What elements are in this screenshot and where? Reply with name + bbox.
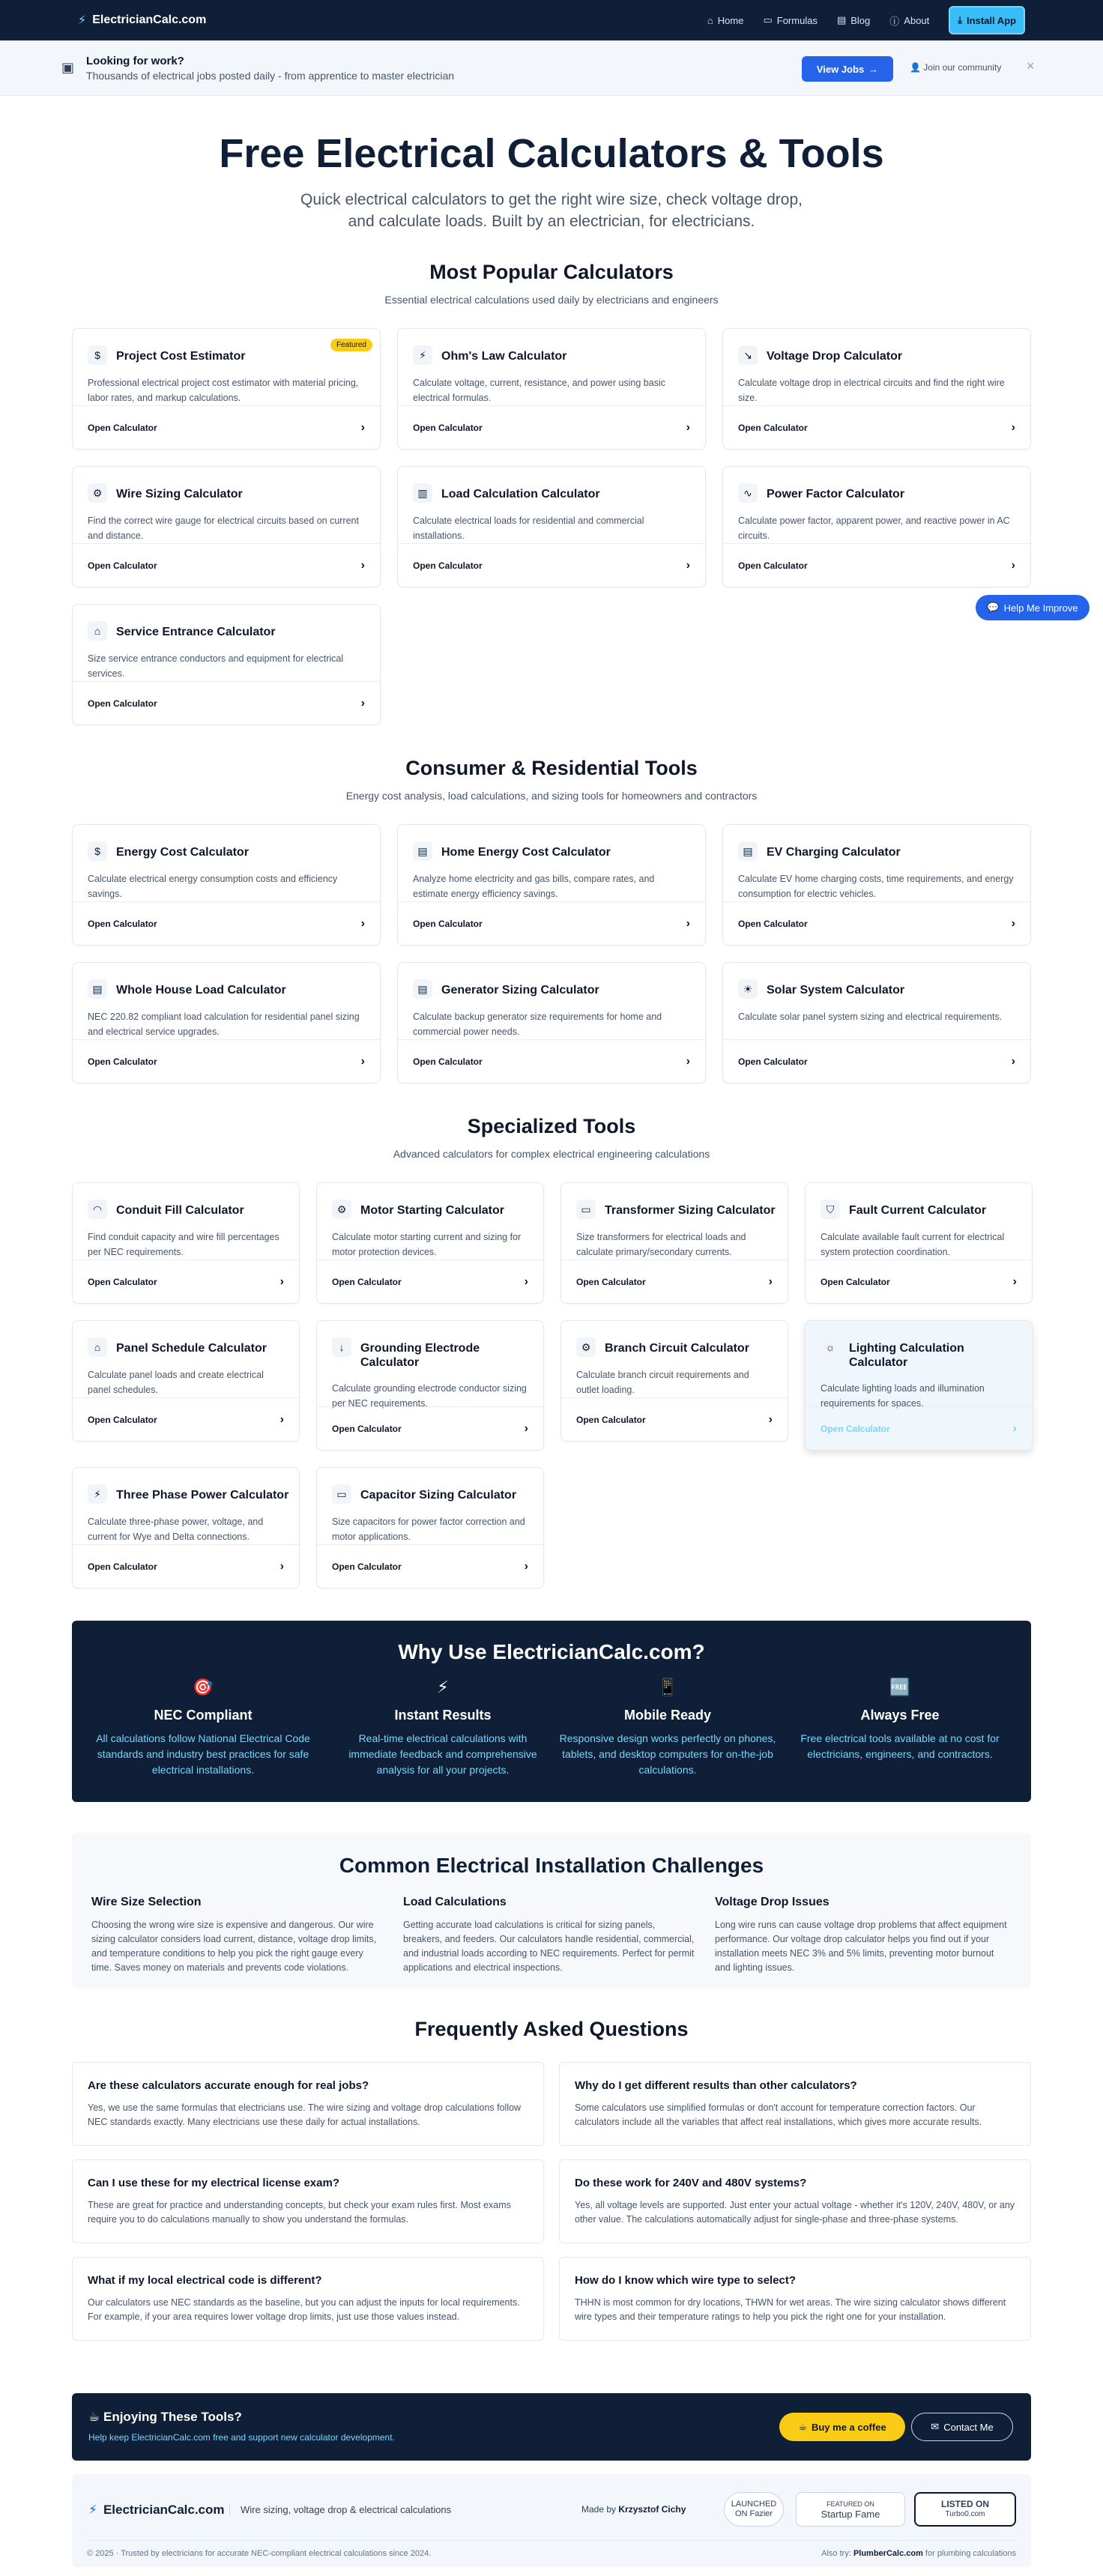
card-description: Find the correct wire gauge for electrical circuits based on current and distance. bbox=[88, 515, 359, 541]
card-title: Power Factor Calculator bbox=[767, 488, 905, 501]
phone-icon: 📱 bbox=[657, 1678, 678, 1696]
coffee-icon: ☕ bbox=[88, 2410, 100, 2424]
specialized-desc: Advanced calculators for complex electrical engineering calculations bbox=[393, 1148, 710, 1160]
buy-coffee-label: Buy me a coffee bbox=[811, 2421, 886, 2433]
briefcase-icon: ▣ bbox=[61, 60, 75, 75]
open-calculator-link[interactable] bbox=[398, 1039, 705, 1083]
calculator-icon: ▤ bbox=[738, 841, 758, 861]
support-banner bbox=[72, 2393, 1031, 2461]
faq-question: Do these work for 240V and 480V systems? bbox=[575, 2177, 807, 2189]
open-calculator-link[interactable] bbox=[561, 1397, 788, 1441]
consumer-heading: Consumer & Residential Tools bbox=[405, 757, 698, 779]
why-item-text: Responsive design works perfectly on phones, tablets, and desktop computers for on-the-job calculations. bbox=[559, 1732, 776, 1776]
open-calculator-link[interactable] bbox=[317, 1544, 543, 1588]
calculator-card[interactable] bbox=[72, 824, 381, 946]
open-calculator-label: Open Calculator bbox=[576, 1414, 646, 1425]
faq-heading: Frequently Asked Questions bbox=[414, 2018, 689, 2040]
open-calculator-label: Open Calculator bbox=[821, 1276, 890, 1287]
calculator-icon: ↘ bbox=[738, 345, 758, 365]
open-calculator-link[interactable] bbox=[723, 543, 1030, 587]
card-description: Calculate three-phase power, voltage, and current for Wye and Delta connections. bbox=[88, 1517, 264, 1542]
why-item-title: Instant Results bbox=[394, 1708, 492, 1723]
card-title: Voltage Drop Calculator bbox=[767, 350, 903, 363]
calculator-icon: ∿ bbox=[738, 483, 758, 503]
also-try bbox=[821, 2549, 1016, 2558]
chevron-right-icon: › bbox=[1011, 1054, 1015, 1068]
calculator-card[interactable] bbox=[805, 1320, 1033, 1451]
mail-icon: ✉ bbox=[931, 2421, 940, 2432]
challenge-title: Voltage Drop Issues bbox=[715, 1896, 829, 1908]
open-calculator-label: Open Calculator bbox=[88, 918, 157, 929]
nav-formulas[interactable] bbox=[763, 14, 817, 26]
fazier-badge[interactable]: LAUNCHED ON Fazier bbox=[724, 2492, 784, 2527]
card-description: Calculate power factor, apparent power, and reactive power in AC circuits. bbox=[738, 515, 1010, 541]
open-calculator-label: Open Calculator bbox=[738, 1056, 808, 1067]
calculator-icon: ⌂ bbox=[88, 621, 107, 641]
bolt-icon: ⚡ bbox=[78, 14, 87, 27]
challenge-item bbox=[403, 1896, 695, 1975]
card-description: Calculate lighting loads and illumination requirements for spaces. bbox=[821, 1383, 985, 1409]
nav-home-label: Home bbox=[717, 14, 744, 26]
open-calculator-label: Open Calculator bbox=[821, 1423, 890, 1434]
open-calculator-label: Open Calculator bbox=[88, 1414, 157, 1425]
calculator-card[interactable] bbox=[72, 1467, 300, 1588]
open-calculator-link[interactable] bbox=[398, 405, 705, 449]
card-title: Ohm's Law Calculator bbox=[441, 350, 567, 363]
challenge-text: Choosing the wrong wire size is expensive and dangerous. Our wire sizing calculator considers load current, distance, voltage drop limits, and temperature conditions to help you pick the right gauge every time. Saves money on materials and prevents code violations. bbox=[91, 1920, 377, 1973]
why-heading: Why Use ElectricianCalc.com? bbox=[398, 1640, 705, 1663]
why-section bbox=[72, 1621, 1031, 1802]
copyright: © 2025 · Trusted by electricians for accurate NEC-compliant electrical calculations since 2024. bbox=[87, 2549, 432, 2558]
chevron-right-icon: › bbox=[686, 558, 690, 572]
footer-brand-name: ElectricianCalc.com bbox=[103, 2503, 225, 2517]
card-title: Panel Schedule Calculator bbox=[116, 1342, 267, 1355]
faq-answer: Yes, we use the same formulas that electricians use. The wire sizing and voltage drop calculations follow NEC standards exactly. Many electricians use these daily for actual installations. bbox=[88, 2102, 522, 2127]
footer bbox=[72, 2474, 1031, 2567]
bolt-icon: ⚡ bbox=[437, 1678, 449, 1696]
card-description: Analyze home electricity and gas bills, compare rates, and estimate energy efficiency savings. bbox=[413, 874, 655, 899]
calculator-card[interactable] bbox=[560, 1320, 788, 1442]
calculator-icon: $ bbox=[88, 841, 107, 861]
calculator-icon: ▤ bbox=[413, 841, 432, 861]
open-calculator-link[interactable] bbox=[73, 1544, 299, 1588]
view-jobs-button[interactable] bbox=[802, 56, 893, 82]
open-calculator-link[interactable] bbox=[806, 1260, 1032, 1303]
card-description: Calculate grounding electrode conductor sizing per NEC requirements. bbox=[332, 1383, 527, 1409]
made-by-label: Made by bbox=[581, 2504, 617, 2515]
calculator-card[interactable] bbox=[72, 1182, 300, 1304]
card-description: NEC 220.82 compliant load calculation for residential panel sizing and electrical service upgrades. bbox=[88, 1012, 360, 1037]
challenges-heading: Common Electrical Installation Challenges bbox=[339, 1854, 764, 1877]
support-title bbox=[88, 2410, 242, 2425]
open-calculator-label: Open Calculator bbox=[88, 698, 157, 709]
free-icon: 🆓 bbox=[889, 1678, 910, 1696]
why-item-text: All calculations follow National Electrical Code standards and industry best practices for safe electrical installations. bbox=[96, 1732, 310, 1776]
chevron-right-icon: › bbox=[768, 1275, 773, 1288]
chevron-right-icon: › bbox=[279, 1275, 284, 1288]
nav-blog[interactable] bbox=[837, 14, 870, 26]
calculator-icon: ⚡ bbox=[88, 1484, 107, 1504]
card-description: Calculate motor starting current and sizing for motor protection devices. bbox=[332, 1232, 522, 1257]
chevron-right-icon: › bbox=[360, 420, 365, 434]
card-title: EV Charging Calculator bbox=[767, 846, 901, 859]
open-calculator-link[interactable] bbox=[723, 901, 1030, 945]
card-title: Generator Sizing Calculator bbox=[441, 984, 599, 997]
card-title: Whole House Load Calculator bbox=[116, 984, 286, 997]
chevron-right-icon: › bbox=[686, 420, 690, 434]
page-subtitle: Quick electrical calculators to get the right wire size, check voltage drop, and calculate loads. Built by an electrician, for electricians. bbox=[300, 191, 803, 230]
card-title: Transformer Sizing Calculator bbox=[605, 1204, 776, 1217]
turbo0-badge[interactable] bbox=[914, 2492, 1016, 2527]
arrow-right-icon: → bbox=[868, 63, 879, 75]
challenge-title: Load Calculations bbox=[403, 1896, 507, 1908]
chevron-right-icon: › bbox=[360, 916, 365, 930]
chevron-right-icon: › bbox=[768, 1412, 773, 1426]
card-title: Motor Starting Calculator bbox=[360, 1204, 505, 1217]
open-calculator-label: Open Calculator bbox=[88, 1276, 157, 1287]
chevron-right-icon: › bbox=[686, 1054, 690, 1068]
close-icon[interactable]: × bbox=[1027, 58, 1035, 73]
contact-label: Contact Me bbox=[943, 2421, 994, 2433]
card-title: Lighting Calculation Calculator bbox=[849, 1342, 964, 1369]
why-item bbox=[559, 1678, 776, 1778]
faq-question: What if my local electrical code is different? bbox=[88, 2274, 322, 2287]
challenge-title: Wire Size Selection bbox=[91, 1896, 202, 1908]
help-me-improve-button[interactable] bbox=[976, 595, 1090, 620]
faq-item bbox=[559, 2257, 1031, 2341]
why-item-text: Real-time electrical calculations with immediate feedback and comprehensive analysis for all your projects. bbox=[348, 1732, 537, 1776]
startup-fame-badge[interactable] bbox=[796, 2492, 905, 2527]
open-calculator-label: Open Calculator bbox=[332, 1276, 402, 1287]
buy-coffee-button[interactable] bbox=[779, 2413, 905, 2441]
support-text: Help keep ElectricianCalc.com free and support new calculator development. bbox=[88, 2432, 395, 2443]
calculator-icon: ☼ bbox=[821, 1337, 840, 1357]
card-title: Fault Current Calculator bbox=[849, 1204, 987, 1217]
calculator-card[interactable] bbox=[397, 466, 706, 587]
open-calculator-link[interactable] bbox=[723, 1039, 1030, 1083]
card-description: Calculate backup generator size requirements for home and commercial power needs. bbox=[413, 1012, 662, 1037]
download-icon: ⤓ bbox=[958, 14, 963, 25]
faq-answer: These are great for practice and understanding concepts, but check your exam rules first. Most exams require you to do calculations manually to show you understand the formulas. bbox=[88, 2200, 511, 2225]
card-description: Calculate voltage drop in electrical circuits and find the right wire size. bbox=[738, 378, 1005, 403]
chevron-right-icon: › bbox=[1012, 1275, 1017, 1288]
open-calculator-link[interactable] bbox=[73, 681, 380, 725]
made-by bbox=[581, 2504, 686, 2515]
also-try-label: Also try: bbox=[821, 2549, 851, 2558]
calculator-icon: ⚡ bbox=[413, 345, 432, 365]
startup-fame-name: Startup Fame bbox=[821, 2509, 880, 2520]
chevron-right-icon: › bbox=[524, 1421, 528, 1435]
calculator-icon: ◠ bbox=[88, 1200, 107, 1219]
calculator-card[interactable] bbox=[397, 962, 706, 1083]
open-calculator-label: Open Calculator bbox=[88, 1561, 157, 1572]
calculator-card[interactable] bbox=[805, 1182, 1033, 1304]
card-title: Energy Cost Calculator bbox=[116, 846, 249, 859]
card-title: Solar System Calculator bbox=[767, 984, 905, 997]
open-calculator-label: Open Calculator bbox=[88, 422, 157, 433]
open-calculator-link[interactable] bbox=[398, 543, 705, 587]
why-item bbox=[791, 1678, 1009, 1762]
challenge-item bbox=[715, 1896, 1007, 1975]
open-calculator-link[interactable] bbox=[806, 1406, 1032, 1450]
join-community-label: Join our community bbox=[923, 62, 1002, 73]
calculator-card[interactable] bbox=[316, 1182, 544, 1304]
card-description: Calculate panel loads and create electrical panel schedules. bbox=[88, 1370, 264, 1395]
faq-item bbox=[72, 2159, 544, 2243]
author-link[interactable]: Krzysztof Cichy bbox=[618, 2504, 686, 2515]
chevron-right-icon: › bbox=[1011, 420, 1015, 434]
open-calculator-label: Open Calculator bbox=[413, 422, 483, 433]
bolt-icon: ⚡ bbox=[88, 2503, 97, 2517]
faq-question: Are these calculators accurate enough for real jobs? bbox=[88, 2079, 369, 2092]
open-calculator-label: Open Calculator bbox=[413, 560, 483, 571]
card-title: Wire Sizing Calculator bbox=[116, 488, 243, 501]
calculator-card[interactable] bbox=[72, 466, 381, 587]
challenge-text: Long wire runs can cause voltage drop problems that affect equipment performance. Our voltage drop calculator helps you find out if your installation meets NEC 3% and 5% limits, preventing motor burnout and lighting issues. bbox=[715, 1920, 1007, 1973]
coffee-icon: ☕ bbox=[798, 2421, 807, 2432]
open-calculator-label: Open Calculator bbox=[738, 422, 808, 433]
card-description: Calculate voltage, current, resistance, and power using basic electrical formulas. bbox=[413, 378, 665, 403]
chat-icon: 💬 bbox=[987, 602, 1000, 613]
open-calculator-label: Open Calculator bbox=[88, 560, 157, 571]
calculator-card[interactable] bbox=[397, 328, 706, 450]
open-calculator-label: Open Calculator bbox=[413, 1056, 483, 1067]
support-title-text: Enjoying These Tools? bbox=[103, 2410, 242, 2424]
open-calculator-label: Open Calculator bbox=[576, 1276, 646, 1287]
card-description: Calculate EV home charging costs, time requirements, and energy consumption for electric vehicles. bbox=[738, 874, 1014, 899]
calculator-icon: ▭ bbox=[576, 1200, 596, 1219]
calculator-icon: ▥ bbox=[413, 483, 432, 503]
open-calculator-link[interactable] bbox=[73, 1039, 380, 1083]
footer-tagline: Wire sizing, voltage drop & electrical calculations bbox=[229, 2504, 451, 2515]
card-description: Calculate branch circuit requirements and outlet loading. bbox=[576, 1370, 749, 1395]
card-description: Calculate electrical energy consumption costs and efficiency savings. bbox=[88, 874, 338, 899]
card-title: Three Phase Power Calculator bbox=[116, 1489, 289, 1502]
open-calculator-link[interactable] bbox=[398, 901, 705, 945]
nav-about[interactable] bbox=[889, 13, 929, 28]
nav-blog-label: Blog bbox=[850, 14, 871, 26]
banner-title: Looking for work? bbox=[86, 54, 184, 67]
chevron-right-icon: › bbox=[524, 1559, 528, 1573]
turbo0-name: Turbo0.com bbox=[945, 2510, 985, 2518]
card-description: Find conduit capacity and wire fill percentages per NEC requirements. bbox=[88, 1232, 279, 1257]
open-calculator-label: Open Calculator bbox=[413, 918, 483, 929]
card-description: Size transformers for electrical loads and calculate primary/secondary currents. bbox=[576, 1232, 746, 1257]
challenge-item bbox=[91, 1896, 384, 1975]
calculator-icon: ⛉ bbox=[821, 1200, 840, 1219]
calculator-card[interactable] bbox=[72, 604, 381, 725]
faq-answer: Some calculators use simplified formulas or don't account for temperature correction factors. Our calculators include all the variables that affect real installations, which gives more accurate results. bbox=[575, 2102, 982, 2127]
open-calculator-label: Open Calculator bbox=[738, 560, 808, 571]
faq-answer: Our calculators use NEC standards as the baseline, but you can adjust the inputs for local requirements. For example, if your area requires lower voltage drop limits, just use those values instead. bbox=[88, 2297, 520, 2322]
calculator-icon: ▤ bbox=[88, 979, 107, 999]
nav-formulas-label: Formulas bbox=[776, 14, 818, 26]
open-calculator-label: Open Calculator bbox=[88, 1056, 157, 1067]
open-calculator-label: Open Calculator bbox=[738, 918, 808, 929]
calculator-card[interactable] bbox=[316, 1320, 544, 1451]
challenge-text: Getting accurate load calculations is critical for sizing panels, breakers, and feeders. Our calculators handle residential, commercial, and industrial loads according to NEC requirements. Perfect for permit applications and electrical inspections. bbox=[403, 1920, 695, 1973]
open-calculator-link[interactable] bbox=[73, 901, 380, 945]
calculator-icon: ▤ bbox=[413, 979, 432, 999]
also-try-text: for plumbing calculations bbox=[925, 2549, 1016, 2558]
faq-question: Why do I get different results than other calculators? bbox=[575, 2079, 857, 2092]
footer-brand[interactable] bbox=[88, 2503, 225, 2518]
calculator-card[interactable] bbox=[316, 1467, 544, 1588]
calculator-card[interactable] bbox=[72, 962, 381, 1083]
calculator-card[interactable] bbox=[722, 328, 1031, 450]
calculator-icon: ⌂ bbox=[88, 1337, 107, 1357]
top-navbar bbox=[0, 0, 1103, 40]
faq-answer: Yes, all voltage levels are supported. Just enter your actual voltage - whether it's 120V, 240V, 480V, or any other value. The calculations automatically adjust for single-phase and three-phase systems. bbox=[575, 2200, 1015, 2225]
chevron-right-icon: › bbox=[524, 1275, 528, 1288]
user-icon: 👤 bbox=[910, 62, 921, 73]
why-item-title: Always Free bbox=[860, 1708, 940, 1723]
view-jobs-label: View Jobs bbox=[816, 63, 865, 75]
chevron-right-icon: › bbox=[686, 916, 690, 930]
calculator-icon: $ bbox=[88, 345, 107, 365]
install-app-label: Install App bbox=[967, 14, 1016, 26]
consumer-desc: Energy cost analysis, load calculations, and sizing tools for homeowners and contractors bbox=[345, 790, 758, 802]
card-description: Calculate solar panel system sizing and electrical requirements. bbox=[738, 1012, 1003, 1022]
card-title: Capacitor Sizing Calculator bbox=[360, 1489, 517, 1502]
popular-heading: Most Popular Calculators bbox=[429, 261, 674, 283]
footer-divider bbox=[88, 2540, 1015, 2541]
calculator-icon: ⚙ bbox=[576, 1337, 596, 1357]
card-title: Project Cost Estimator bbox=[116, 350, 246, 363]
faq-question: How do I know which wire type to select? bbox=[575, 2274, 797, 2287]
card-description: Calculate available fault current for electrical system protection coordination. bbox=[821, 1232, 1005, 1257]
card-title: Branch Circuit Calculator bbox=[605, 1342, 749, 1355]
banner-text: Thousands of electrical jobs posted daily - from apprentice to master electrician bbox=[86, 69, 455, 82]
open-calculator-link[interactable] bbox=[73, 405, 380, 449]
startup-fame-top: FEATURED ON bbox=[827, 2500, 874, 2508]
faq-question: Can I use these for my electrical license exam? bbox=[88, 2177, 339, 2189]
nav-about-label: About bbox=[904, 14, 930, 26]
nav-home[interactable] bbox=[707, 15, 744, 26]
challenges-section bbox=[72, 1833, 1031, 1989]
card-title: Service Entrance Calculator bbox=[116, 626, 276, 638]
calculator-icon: ☀ bbox=[738, 979, 758, 999]
why-item bbox=[334, 1678, 552, 1778]
page-title: Free Electrical Calculators & Tools bbox=[219, 131, 884, 176]
calculator-card[interactable] bbox=[722, 962, 1031, 1083]
card-description: Calculate electrical loads for residential and commercial installations. bbox=[413, 515, 644, 541]
calculator-card[interactable] bbox=[722, 824, 1031, 946]
chevron-right-icon: › bbox=[279, 1559, 284, 1573]
chevron-right-icon: › bbox=[360, 696, 365, 710]
calculator-card[interactable] bbox=[722, 466, 1031, 587]
open-calculator-link[interactable] bbox=[317, 1260, 543, 1303]
join-community-link[interactable] bbox=[910, 62, 1001, 73]
chevron-right-icon: › bbox=[1011, 558, 1015, 572]
card-title: Conduit Fill Calculator bbox=[116, 1204, 244, 1217]
card-description: Size capacitors for power factor correction and motor applications. bbox=[332, 1517, 525, 1542]
calculator-card[interactable] bbox=[72, 328, 381, 450]
faq-item bbox=[72, 2257, 544, 2341]
document-icon: ▤ bbox=[836, 14, 847, 25]
open-calculator-link[interactable] bbox=[73, 1397, 299, 1441]
chevron-right-icon: › bbox=[1012, 1421, 1017, 1435]
card-description: Size service entrance conductors and equipment for electrical services. bbox=[88, 653, 344, 679]
popular-desc: Essential electrical calculations used daily by electricians and engineers bbox=[384, 294, 719, 306]
info-icon: ⓘ bbox=[889, 15, 900, 27]
calculator-card[interactable] bbox=[560, 1182, 788, 1304]
jobs-banner bbox=[0, 40, 1103, 96]
open-calculator-link[interactable] bbox=[723, 405, 1030, 449]
chevron-right-icon: › bbox=[360, 1054, 365, 1068]
contact-button[interactable] bbox=[911, 2413, 1013, 2441]
why-item-text: Free electrical tools available at no cost for electricians, engineers, and contractors. bbox=[800, 1732, 1000, 1760]
install-app-button[interactable] bbox=[949, 6, 1025, 34]
specialized-heading: Specialized Tools bbox=[467, 1115, 636, 1137]
card-title: Home Energy Cost Calculator bbox=[441, 846, 611, 859]
chevron-right-icon: › bbox=[279, 1412, 284, 1426]
why-item-title: Mobile Ready bbox=[623, 1708, 712, 1723]
open-calculator-link[interactable] bbox=[317, 1406, 543, 1450]
chevron-right-icon: › bbox=[1011, 916, 1015, 930]
faq-item bbox=[559, 2062, 1031, 2146]
brand-logo[interactable] bbox=[78, 13, 206, 28]
faq-answer: THHN is most common for dry locations, THWN for wet areas. The wire sizing calculator shows different wire types and their temperature ratings to help you pick the right one for your installation. bbox=[575, 2297, 1006, 2322]
why-item bbox=[94, 1678, 312, 1778]
featured-badge: Featured bbox=[330, 339, 372, 351]
calculator-icon: ↓ bbox=[332, 1337, 351, 1357]
plumbercalc-link[interactable]: PlumberCalc.com bbox=[853, 2549, 923, 2558]
calculator-card[interactable] bbox=[72, 1320, 300, 1442]
calculator-icon: ⚙ bbox=[332, 1200, 351, 1219]
open-calculator-link[interactable] bbox=[73, 1260, 299, 1303]
book-icon: ▭ bbox=[763, 14, 773, 25]
open-calculator-link[interactable] bbox=[73, 543, 380, 587]
help-label: Help Me Improve bbox=[1003, 602, 1078, 614]
turbo0-top: LISTED ON bbox=[940, 2499, 989, 2509]
card-description: Professional electrical project cost estimator with material pricing, labor rates, and markup calculations. bbox=[88, 378, 359, 403]
home-icon: ⌂ bbox=[707, 14, 713, 26]
calculator-card[interactable] bbox=[397, 824, 706, 946]
chevron-right-icon: › bbox=[360, 558, 365, 572]
calculator-icon: ⚙ bbox=[88, 483, 107, 503]
faq-item bbox=[559, 2159, 1031, 2243]
calculator-icon: ▭ bbox=[332, 1484, 351, 1504]
open-calculator-label: Open Calculator bbox=[332, 1561, 402, 1572]
open-calculator-label: Open Calculator bbox=[332, 1423, 402, 1434]
target-icon: 🎯 bbox=[193, 1678, 214, 1696]
open-calculator-link[interactable] bbox=[561, 1260, 788, 1303]
card-title: Load Calculation Calculator bbox=[441, 488, 600, 501]
card-title: Grounding Electrode Calculator bbox=[360, 1342, 480, 1369]
brand-name: ElectricianCalc.com bbox=[92, 13, 207, 26]
faq-item bbox=[72, 2062, 544, 2146]
why-item-title: NEC Compliant bbox=[154, 1708, 253, 1723]
